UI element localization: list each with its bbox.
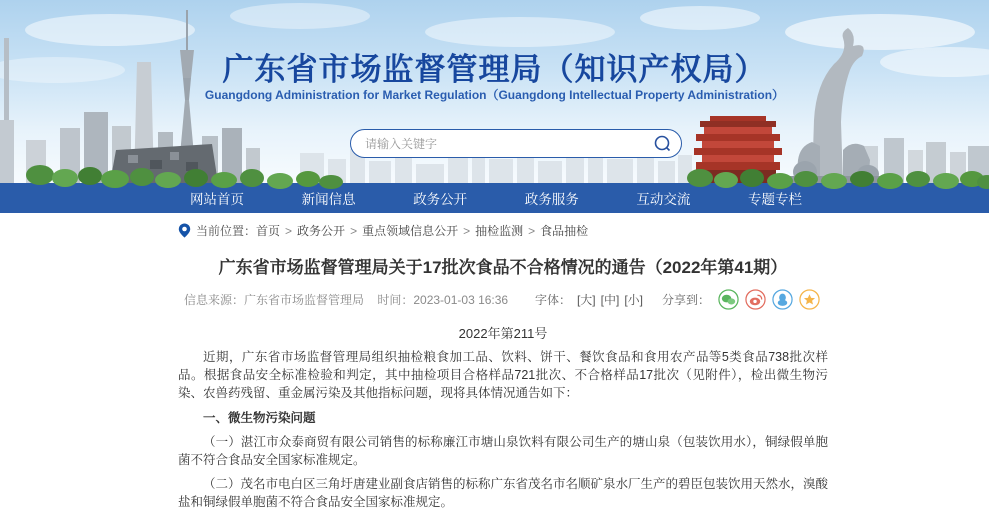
breadcrumb-separator: > xyxy=(463,223,471,238)
article-source: 信息来源：广东省市场监督管理局 xyxy=(184,293,365,307)
font-size-medium-button[interactable]: [中] xyxy=(600,293,620,307)
breadcrumb-key-info[interactable]: 重点领域信息公开 xyxy=(362,224,459,238)
nav-item-gov-service[interactable]: 政务服务 xyxy=(524,192,579,207)
article-time: 时间：2023-01-03 16:36 xyxy=(377,293,509,307)
site-header xyxy=(0,0,989,183)
font-size-label: 字体： xyxy=(534,293,571,307)
breadcrumb-sampling[interactable]: 抽检监测 xyxy=(475,224,524,238)
share-wechat-icon[interactable] xyxy=(718,289,739,310)
breadcrumb-separator: > xyxy=(350,223,358,238)
nav-item-news[interactable]: 新闻信息 xyxy=(301,192,356,207)
nav-item-special[interactable]: 专题专栏 xyxy=(747,192,802,207)
share-label: 分享到： xyxy=(661,293,710,307)
article-paragraph: （二）茂名市电白区三角圩唐建业副食店销售的标称广东省茂名市名顺矿泉水厂生产的碧臣包装饮用天然水，溴酸盐和铜绿假单胞菌不符合食品安全国家标准规定。 xyxy=(178,477,829,509)
breadcrumb-food-sampling[interactable]: 食品抽检 xyxy=(540,224,589,238)
article-paragraph: （一）湛江市众泰商贸有限公司销售的标称廉江市塘山泉饮料有限公司生产的塘山泉（包装饮用水），铜绿假单胞菌不符合食品安全国家标准规定。 xyxy=(178,435,828,467)
nav-item-interaction[interactable]: 互动交流 xyxy=(636,192,691,207)
search-button[interactable] xyxy=(653,134,673,154)
nav-item-home[interactable]: 网站首页 xyxy=(190,192,244,207)
breadcrumb-separator: > xyxy=(528,223,536,238)
article-meta xyxy=(178,289,828,310)
breadcrumb-separator: > xyxy=(285,223,293,238)
breadcrumb-gov-open[interactable]: 政务公开 xyxy=(297,224,346,238)
share-qq-icon[interactable] xyxy=(772,289,793,310)
nav-item-gov-open[interactable]: 政务公开 xyxy=(413,192,468,207)
site-title: 广东省市场监督管理局（知识产权局） xyxy=(222,52,767,87)
magnifier-icon xyxy=(653,134,673,154)
search-bar[interactable] xyxy=(350,129,682,158)
share-weibo-icon[interactable] xyxy=(745,289,766,310)
article-paragraph: 近期，广东省市场监督管理局组织抽检粮食加工品、饮料、饼干、餐饮食品和食用农产品等5类食品738批次样品。根据食品安全标准检验和判定，其中抽检项目合格样品721批次、不合格样品17批次（见附件），检出微生物污染、农兽药残留、重金属污染及其他指标问题，现将具体情况通告如下： xyxy=(178,350,828,400)
share-favorite-star-icon[interactable] xyxy=(799,289,820,310)
breadcrumb xyxy=(178,222,828,239)
site-subtitle: Guangdong Administration for Market Regulation（Guangdong Intellectual Property Administration） xyxy=(204,88,785,102)
location-pin-icon xyxy=(178,223,191,238)
document-number: 2022年第211号 xyxy=(458,326,548,341)
breadcrumb-home[interactable]: 首页 xyxy=(256,224,281,238)
search-input[interactable] xyxy=(365,137,653,151)
article-section-heading: 一、微生物污染问题 xyxy=(203,411,316,425)
breadcrumb-label: 当前位置： xyxy=(196,224,257,238)
article-title: 广东省市场监督管理局关于17批次食品不合格情况的通告（2022年第41期） xyxy=(218,258,788,277)
font-size-small-button[interactable]: [小] xyxy=(624,293,643,307)
article-container xyxy=(178,222,828,511)
font-size-large-button[interactable]: [大] xyxy=(576,293,596,307)
